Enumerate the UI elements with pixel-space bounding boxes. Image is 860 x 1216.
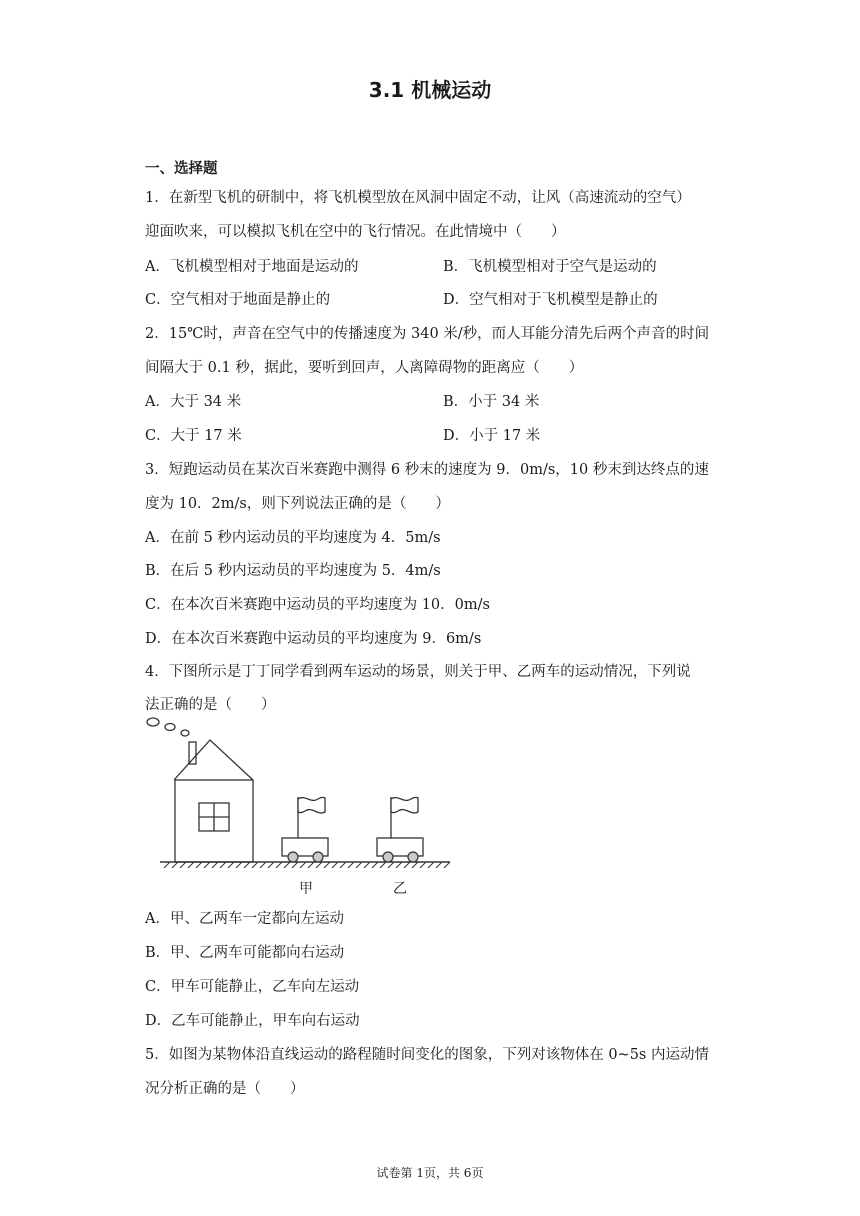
q4-option-c: C．甲车可能静止，乙车向左运动 [145,979,360,995]
ground-hatching [164,862,450,868]
house-roof-icon [174,740,253,780]
q3-stem-line2: 度为 10．2m/s，则下列说法正确的是（ ） [145,496,450,512]
q2-option-a: A．大于 34 米 [145,394,242,410]
q1-option-c: C．空气相对于地面是静止的 [145,292,331,308]
label-yi: 乙 [393,881,407,897]
smoke-puff-icon [181,730,189,736]
q3-option-b: B．在后 5 秒内运动员的平均速度为 5．4m/s [145,563,441,579]
q5-stem-line1: 5．如图为某物体沿直线运动的路程随时间变化的图象，下列对该物体在 0~5s 内运动情 [145,1047,709,1063]
q3-option-d: D．在本次百米赛跑中运动员的平均速度为 9．6m/s [145,631,482,647]
q1-stem-line2: 迎面吹来，可以模拟飞机在空中的飞行情况。在此情境中（ ） [145,224,566,240]
q3-stem-line1: 3．短跑运动员在某次百米赛跑中测得 6 秒末的速度为 9．0m/s，10 秒末到达终点的速 [145,462,709,478]
q4-figure [140,712,460,902]
q2-option-d: D．小于 17 米 [443,428,541,444]
q4-option-b: B．甲、乙两车可能都向右运动 [145,945,345,961]
chimney-icon [189,742,196,764]
q4-option-a: A．甲、乙两车一定都向左运动 [145,911,344,927]
q2-stem-line2: 间隔大于 0.1 秒，据此，要听到回声，人离障碍物的距离应（ ） [145,360,584,376]
page-title: 3.1 机械运动 [368,78,492,102]
q3-option-c: C．在本次百米赛跑中运动员的平均速度为 10．0m/s [145,597,490,613]
q2-option-c: C．大于 17 米 [145,428,242,444]
q1-option-b: B．飞机模型相对于空气是运动的 [443,259,657,275]
q4-stem-line2: 法正确的是（ ） [145,697,276,713]
label-jia: 甲 [299,881,313,897]
smoke-puff-icon [165,724,175,731]
q5-stem-line2: 况分析正确的是（ ） [145,1081,305,1097]
q1-option-d: D．空气相对于飞机模型是静止的 [443,292,658,308]
page-footer: 试卷第 1页，共 6页 [376,1166,484,1180]
cart-jia-icon [282,797,328,862]
section-heading: 一、选择题 [145,161,218,177]
q4-option-d: D．乙车可能静止，甲车向右运动 [145,1013,360,1029]
q2-option-b: B．小于 34 米 [443,394,540,410]
q3-option-a: A．在前 5 秒内运动员的平均速度为 4．5m/s [145,530,441,546]
q1-stem-line1: 1．在新型飞机的研制中，将飞机模型放在风洞中固定不动，让风（高速流动的空气） [145,190,691,206]
smoke-puff-icon [147,718,159,726]
q4-stem-line1: 4．下图所示是丁丁同学看到两车运动的场景，则关于甲、乙两车的运动情况，下列说 [145,664,691,680]
q1-option-a: A．飞机模型相对于地面是运动的 [145,259,359,275]
cart-yi-icon [377,797,423,862]
q2-stem-line1: 2．15℃时，声音在空气中的传播速度为 340 米/秒，而人耳能分清先后两个声音的时间 [145,326,710,342]
